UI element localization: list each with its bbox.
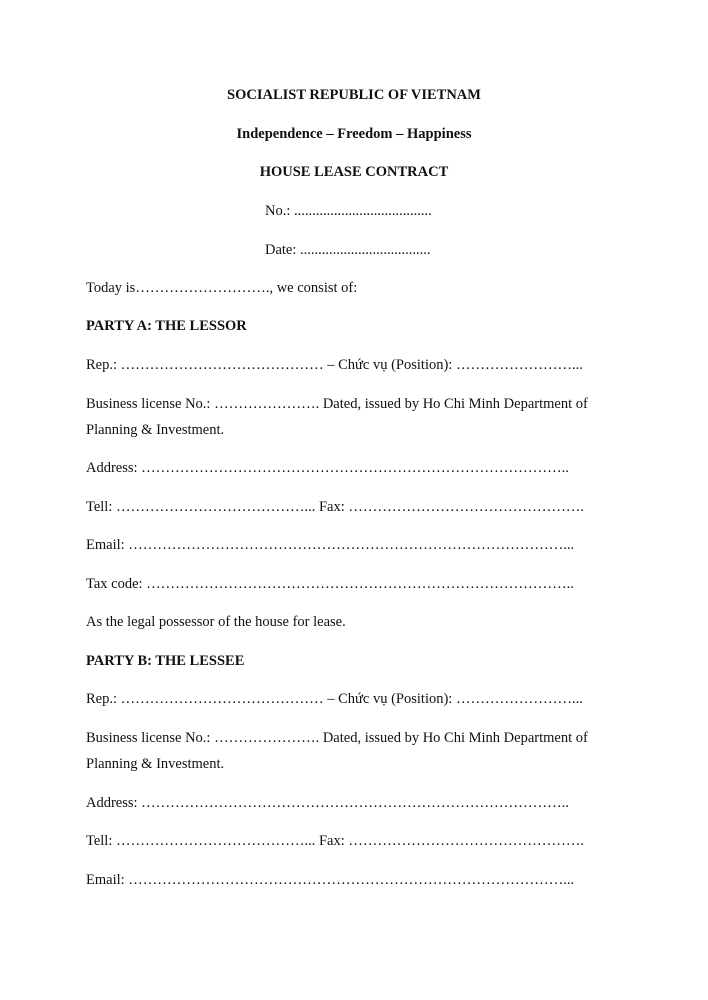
party-a-heading: PARTY A: THE LESSOR xyxy=(86,318,247,334)
party-b-tell-fax: Tell: …………………………………... Fax: …………………………………………. xyxy=(86,833,585,849)
party-a-license-cont: Planning & Investment. xyxy=(86,422,225,438)
contract-title: HOUSE LEASE CONTRACT xyxy=(259,164,449,180)
party-b-license-cont: Planning & Investment. xyxy=(86,756,225,772)
party-a-address: Address: …………………………………………………………………………….. xyxy=(86,460,569,476)
contract-date: Date: .................................... xyxy=(265,242,431,258)
party-a-tell-fax: Tell: …………………………………... Fax: …………………………………………. xyxy=(86,499,585,515)
party-b-address: Address: …………………………………………………………………………….. xyxy=(86,795,569,811)
party-a-email: Email: ………………………………………………………………………………... xyxy=(86,537,575,553)
party-b-email: Email: ………………………………………………………………………………... xyxy=(86,872,575,888)
party-a-tax-code: Tax code: …………………………………………………………………………….. xyxy=(86,576,574,592)
party-b-rep: Rep.: …………………………………… – Chức vụ (Position): ……………………... xyxy=(86,691,583,707)
party-b-license: Business license No.: …………………. Dated, issued by Ho Chi Minh Department of xyxy=(86,730,588,746)
party-b-heading: PARTY B: THE LESSEE xyxy=(86,653,245,669)
party-a-license: Business license No.: …………………. Dated, issued by Ho Chi Minh Department of xyxy=(86,396,588,412)
intro-line: Today is………………………., we consist of: xyxy=(86,280,358,296)
party-a-rep: Rep.: …………………………………… – Chức vụ (Position): ……………………... xyxy=(86,357,583,373)
party-a-possessor-note: As the legal possessor of the house for lease. xyxy=(86,614,346,630)
motto-heading: Independence – Freedom – Happiness xyxy=(236,126,472,142)
country-heading: SOCIALIST REPUBLIC OF VIETNAM xyxy=(227,87,481,103)
contract-number: No.: ...................................... xyxy=(265,203,432,219)
